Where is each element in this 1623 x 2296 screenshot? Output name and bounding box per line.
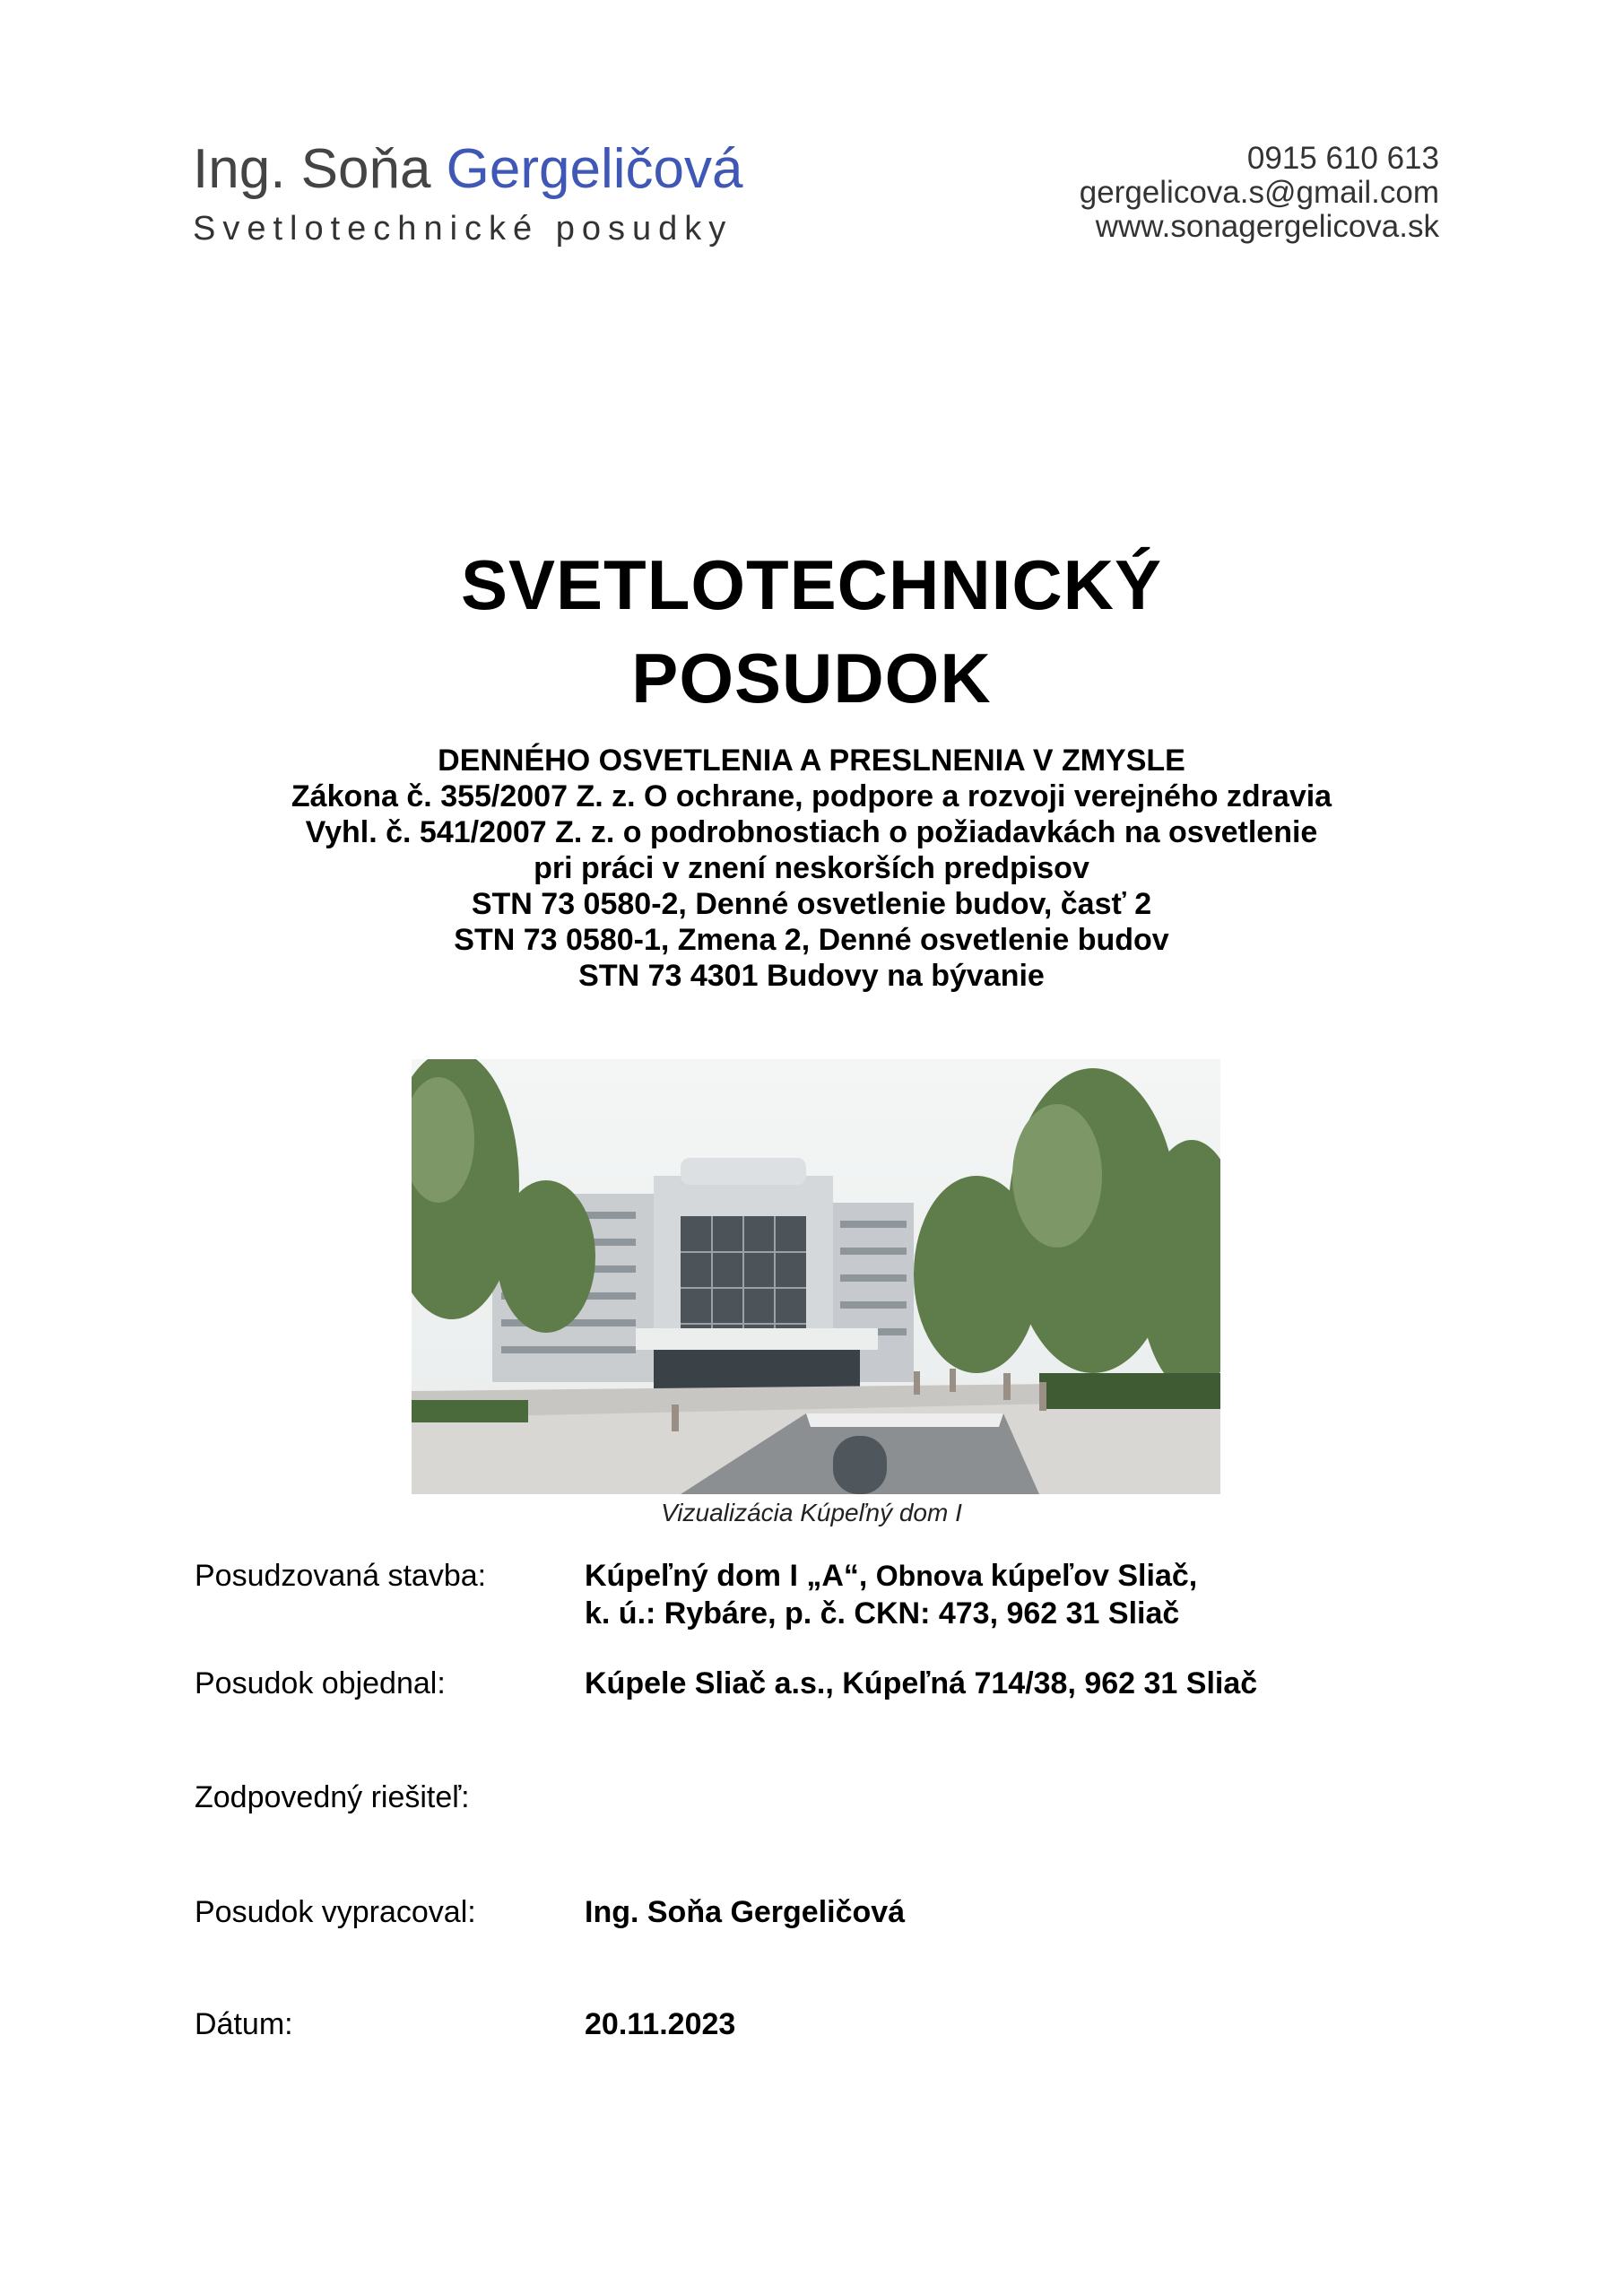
date-value: 20.11.2023 [585, 2007, 736, 2041]
ordered-value: Kúpele Sliač a.s., Kúpeľná 714/38, 962 31 Sliač [585, 1666, 1258, 1700]
building-value [585, 1557, 1197, 1632]
ordered-label: Posudok objednal: [195, 1666, 446, 1700]
brand-block [193, 138, 743, 248]
subtitle-line: STN 73 4301 Budovy na bývanie [578, 959, 1045, 993]
building-value-cadastre: k. ú.: Rybáre, p. č. CKN: 473, 962 31 Sliač [585, 1596, 1180, 1631]
contact-email: gergelicova.s@gmail.com [1079, 175, 1439, 210]
title-line-2: POSUDOK [631, 639, 992, 718]
contact-phone: 0915 610 613 [1246, 141, 1439, 176]
subtitle-line: STN 73 0580-2, Denné osvetlenie budov, časť 2 [471, 887, 1152, 921]
building-value-name: Kúpeľný dom I „A“, [585, 1559, 876, 1593]
image-caption: Vizualizácia Kúpeľný dom I [661, 1499, 962, 1526]
document-title [0, 538, 1623, 725]
building-visualization-image [412, 1059, 1220, 1494]
subtitle-line: pri práci v znení neskorších predpisov [534, 851, 1089, 885]
brand-name [193, 138, 743, 200]
subtitle-line: DENNÉHO OSVETLENIA A PRESLNENIA V ZMYSLE [438, 744, 1185, 778]
date-label: Dátum: [195, 2007, 293, 2041]
building-value-spa: kúpeľov Sliač, [990, 1559, 1198, 1593]
responsible-label: Zodpovedný riešiteľ: [195, 1780, 470, 1814]
subtitle-line: Vyhl. č. 541/2007 Z. z. o podrobnostiach o požiadavkách na osvetlenie [305, 815, 1318, 849]
subtitle-line: STN 73 0580-1, Zmena 2, Denné osvetlenie budov [454, 923, 1169, 957]
building-visualization-drawing [412, 1059, 1220, 1494]
building-label: Posudzovaná stavba: [195, 1559, 487, 1593]
brand-tagline: Svetlotechnické posudky [193, 210, 733, 248]
prepared-label: Posudok vypracoval: [195, 1895, 476, 1929]
brand-first: Ing. Soňa [193, 138, 447, 200]
contact-website: www.sonagergelicova.sk [1095, 209, 1439, 244]
title-line-1: SVETLOTECHNICKÝ [460, 545, 1163, 624]
brand-surname: Gergeličová [446, 138, 743, 200]
prepared-value: Ing. Soňa Gergeličová [585, 1895, 906, 1929]
subtitle-line: Zákona č. 355/2007 Z. z. O ochrane, podpore a rozvoji verejného zdravia [291, 779, 1332, 813]
document-subtitle [0, 743, 1623, 994]
contact-block [1080, 142, 1439, 244]
building-value-renewal: Obnova [875, 1560, 991, 1592]
